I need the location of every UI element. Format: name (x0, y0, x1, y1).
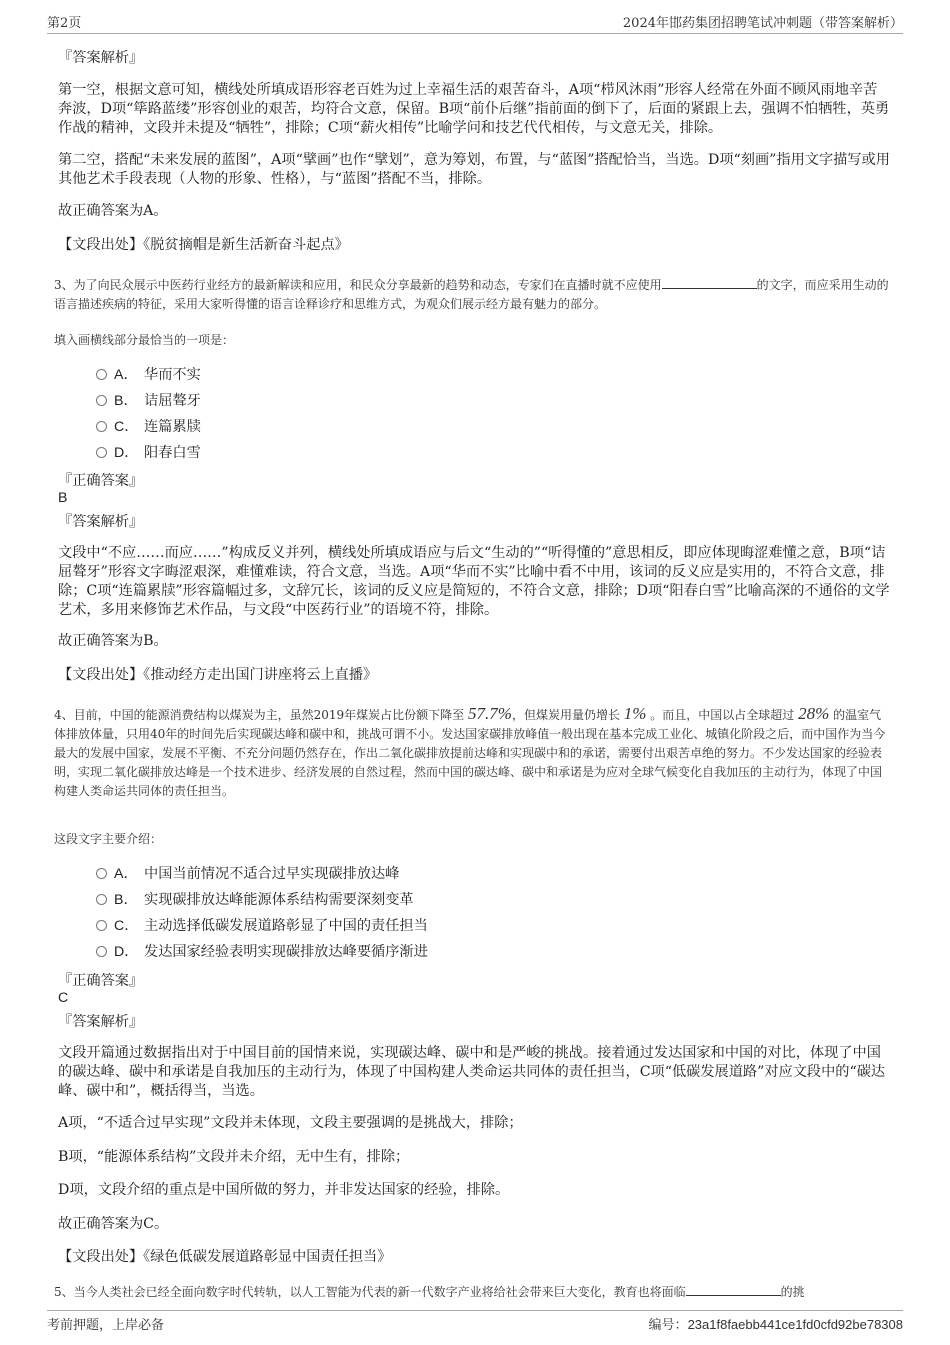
footer-code-value: 23a1f8faebb441ce1fd0cfd92be78308 (687, 1317, 903, 1332)
q2-source (58, 236, 890, 255)
q3-source-title: 《推动经方走出国门讲座将云上直播》 (143, 667, 378, 683)
header-divider (47, 33, 903, 34)
q3-source (58, 666, 890, 685)
q4-option-c[interactable]: C． 主动选择低碳发展道路彰显了中国的责任担当 (96, 916, 428, 936)
radio-icon[interactable] (96, 920, 107, 931)
page-number: 第2页 (47, 16, 82, 31)
q3-option-c[interactable]: C． 连篇累牍 (96, 417, 201, 437)
q3-analysis-label: 『答案解析』 (58, 514, 144, 530)
q3-conclusion: 故正确答案为B。 (58, 633, 168, 649)
radio-icon[interactable] (96, 946, 107, 957)
q4-pct-2: 1% (623, 704, 647, 723)
footer-code (649, 1314, 903, 1333)
q4-analysis-line-d: D项，文段介绍的重点是中国所做的努力，并非发达国家的经验，排除。 (58, 1182, 510, 1198)
q3-option-a[interactable]: A． 华而不实 (96, 365, 201, 385)
q4-pct-3: 28% (798, 704, 830, 723)
radio-icon[interactable] (96, 868, 107, 879)
q3-option-b[interactable]: B． 诘屈聱牙 (96, 391, 201, 411)
q3-analysis: 文段中“不应……而应……”构成反义并列，横线处所填成语应与后文“生动的”“听得懂的”意思相反，即应体现晦涩难懂之意，B项“诘屈聱牙”形容文字晦涩艰深，难懂难读，符合文意，当选。A项“华而不实”比喻中看不中用，该词的反义应是实用的，不符合文意，排除；C项“连篇累牍”形容篇幅过多，文辞冗长，该词的反义应是简短的，不符合文意，排除；D项“阳春白雪”比喻高深的不通俗的文学艺术，多用来修饰艺术作品，与文段“中医药行业”的语境不符，排除。 (58, 545, 890, 618)
q4-conclusion: 故正确答案为C。 (58, 1216, 169, 1232)
q3-stem-part1: 3、为了向民众展示中医药行业经方的最新解读和应用，和民众分享最新的趋势和动态，专家们在直播时就不应使用 (54, 278, 662, 292)
radio-icon[interactable] (96, 369, 107, 380)
q3-source-label: 【文段出处】 (58, 667, 144, 683)
q4-option-d[interactable]: D． 发达国家经验表明实现碳排放达峰要循序渐进 (96, 942, 428, 962)
document-title: 2024年邯药集团招聘笔试冲刺题（带答案解析） (622, 16, 903, 31)
q4-pct-1: 57.7% (468, 704, 512, 723)
q3-stem (54, 276, 890, 313)
radio-icon[interactable] (96, 894, 107, 905)
q5-stem-part2: 的挑 (780, 1285, 805, 1299)
q3-answer-label: 『正确答案』 (58, 473, 144, 489)
q4-answer: C (58, 990, 69, 1006)
q4-stem-part4: 的温室气体排放体量，只用40年的时间先后实现碳达峰和碳中和，挑战可谓不小。发达国家碳排放峰值一般出现在基本完成工业化、城镇化阶段之后，而中国作为当今最大的发展中国家，发展不平衡、不充分问题仍然存在，作出二氧化碳排放提前达峰和实现碳中和的承诺，需要付出艰苦卓绝的努力。不少发达国家的经验表明，实现二氧化碳排放达峰是一个技术进步、经济发展的自然过程，然而中国的碳达峰、碳中和承诺是为应对全球气候变化自我加压的主动行为，体现了中国构建人类命运共同体的责任担当。 (54, 708, 886, 798)
q4-source-label: 【文段出处】 (58, 1249, 144, 1265)
radio-icon[interactable] (96, 447, 107, 458)
q4-option-a[interactable]: A． 中国当前情况不适合过早实现碳排放达峰 (96, 864, 399, 884)
q3-stem-part2: 的文字，而应采用生动的语言描述疾病的特征，采用大家听得懂的语言诠释诊疗和思维方式，为观众们展示经方最有魅力的部分。 (54, 278, 889, 311)
q2-analysis-label: 『答案解析』 (58, 50, 144, 66)
q4-option-b[interactable]: B． 实现碳排放达峰能源体系结构需要深刻变革 (96, 890, 414, 910)
q4-analysis-line-b: B项，“能源体系结构”文段并未介绍，无中生有，排除； (58, 1149, 410, 1165)
q4-analysis-label: 『答案解析』 (58, 1014, 144, 1030)
footer-slogan: 考前押题，上岸必备 (47, 1318, 165, 1333)
q4-analysis: 文段开篇通过数据指出对于中国目前的国情来说，实现碳达峰、碳中和是严峻的挑战。接着通过发达国家和中国的对比，体现了中国的碳达峰、碳中和承诺是自我加压的主动行为，体现了中国构建人类命运共同体的责任担当，C项“低碳发展道路”对应文段中的“碳达峰、碳中和”，概括得当，当选。 (58, 1045, 886, 1099)
q4-stem-part3: 。而且，中国以占全球超过 (650, 708, 795, 722)
q2-analysis-para2: 第二空，搭配“未来发展的蓝图”，A项“擘画”也作“擘划”，意为筹划，布置，与“蓝图”搭配恰当，当选。D项“刻画”指用文字描写或用其他艺术手段表现（人物的形象、性格），与“蓝图”搭配不当，排除。 (58, 152, 890, 187)
q2-analysis-para1: 第一空，根据文意可知，横线处所填成语形容老百姓为过上幸福生活的艰苦奋斗，A项“栉风沐雨”形容人经常在外面不顾风雨地辛苦奔波，D项“筚路蓝缕”形容创业的艰苦，均符合文意，保留。B项“前仆后继”指前面的倒下了，后面的紧跟上去，强调不怕牺牲，英勇作战的精神，文段并未提及“牺牲”，排除；C项“薪火相传”比喻学问和技艺代代相传，与文意无关，排除。 (58, 82, 890, 136)
page-header (47, 12, 903, 32)
q5-stem-part1: 5、当今人类社会已经全面向数字时代转轨，以人工智能为代表的新一代数字产业将给社会带来巨大变化，教育也将面临 (54, 1285, 686, 1299)
q4-source-title: 《绿色低碳发展道路彰显中国责任担当》 (143, 1249, 392, 1265)
footer-code-label: 编号： (648, 1318, 688, 1333)
q4-answer-label: 『正确答案』 (58, 973, 144, 989)
q3-lead: 填入画横线部分最恰当的一项是： (54, 333, 235, 347)
q5-stem (54, 1283, 890, 1302)
q4-analysis-line-a: A项，“不适合过早实现”文段并未体现，文段主要强调的是挑战大，排除； (58, 1115, 523, 1131)
radio-icon[interactable] (96, 395, 107, 406)
q4-lead: 这段文字主要介绍： (54, 832, 163, 846)
radio-icon[interactable] (96, 421, 107, 432)
q4-stem-part2: ，但煤炭用量仍增长 (511, 708, 620, 722)
q4-stem (54, 704, 890, 801)
q5-blank (686, 1283, 781, 1296)
q2-conclusion: 故正确答案为A。 (58, 203, 168, 219)
footer-divider (47, 1310, 903, 1311)
q3-option-d[interactable]: D． 阳春白雪 (96, 443, 201, 463)
q4-stem-part1: 4、目前，中国的能源消费结构以煤炭为主，虽然2019年煤炭占比份额下降至 (54, 708, 465, 722)
q3-answer: B (58, 490, 68, 506)
q2-source-label: 【文段出处】 (58, 237, 144, 253)
q3-blank (662, 276, 757, 289)
q2-source-title: 《脱贫摘帽是新生活新奋斗起点》 (143, 237, 349, 253)
q4-source (58, 1248, 890, 1267)
